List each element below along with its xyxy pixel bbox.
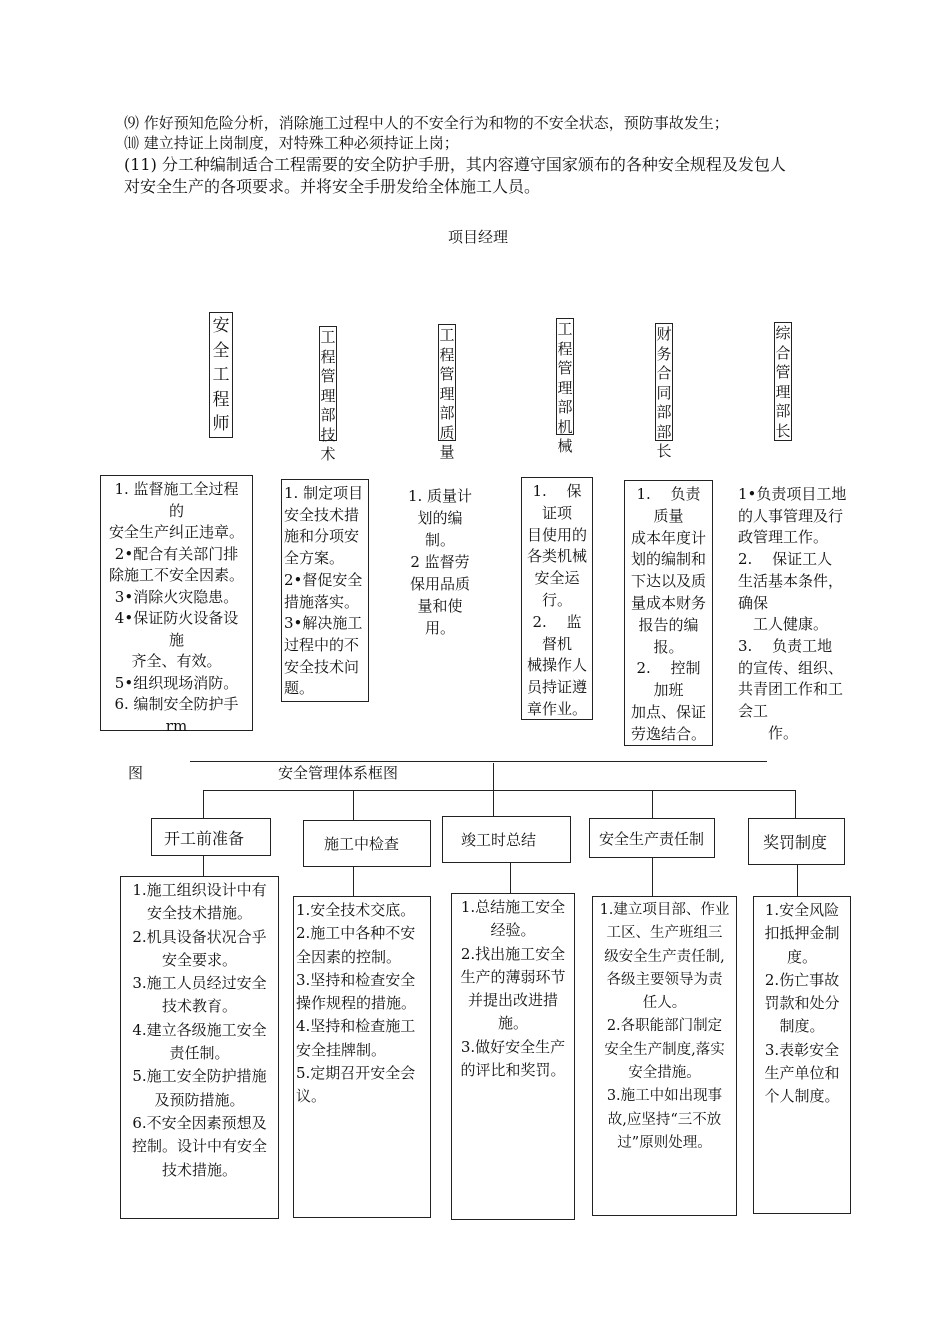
role-char: 管 (557, 359, 573, 377)
role-char: 量 (439, 443, 455, 461)
box-line: 工人健康。 (738, 615, 829, 634)
box-line: 6.不安全因素预想及 (132, 1113, 267, 1132)
box-line: 级安全生产责任制, (604, 948, 725, 965)
role-box-engineering-tech (319, 326, 337, 463)
box-line: 政管理工作。 (738, 528, 829, 547)
box-line: 安全运 (534, 569, 580, 588)
box-line: 1.施工组织设计中有 (132, 881, 267, 899)
box-line: 齐全、有效。 (131, 652, 222, 670)
box-line: 督机 (541, 634, 572, 653)
box-line: 责任制。 (169, 1044, 230, 1063)
role-char: 程 (439, 345, 455, 364)
box-line: 用。 (424, 619, 455, 637)
box-line: 保用品质 (409, 575, 470, 593)
box-line: 个人制度。 (764, 1087, 840, 1106)
connector-drop-3 (493, 790, 494, 816)
box-line: 目使用的 (526, 525, 587, 544)
role-char: 安 (212, 316, 230, 336)
box-line: 题。 (284, 679, 315, 698)
box-line: 2.找出施工安全 (460, 944, 566, 963)
detail-safety-responsibility (592, 896, 737, 1216)
box-line: 安全技术问 (284, 657, 360, 676)
role-char: 工 (439, 326, 455, 344)
role-char: 管 (439, 365, 455, 383)
role-char: 部 (656, 403, 672, 421)
header-completion-summary: 竣工时总结 (442, 816, 571, 863)
box-line: 量成本财务 (630, 593, 706, 612)
box-line: 3. 负责工地 (738, 636, 833, 655)
box-line: 2•督促安全 (284, 570, 363, 589)
box-line: 1•负责项目工地 (738, 485, 847, 503)
intro-line-2: ⑽ 建立持证上岗制度，对特殊工种必须持证上岗； (124, 134, 459, 152)
box-line: 划的编制和 (630, 550, 706, 569)
role-char: 长 (656, 442, 672, 460)
box-line: 1. 负责 (636, 485, 701, 503)
intro-line-4: 对安全生产的各项要求。并将安全手册发给全体施工人员。 (124, 177, 541, 196)
box-line: 罚款和处分 (764, 994, 840, 1013)
header-safety-responsibility: 安全生产责任制 (589, 818, 715, 858)
box-line: 3.施工人员经过安全 (132, 974, 267, 993)
role-char: 合 (775, 343, 791, 362)
role-box-general-admin (774, 322, 792, 441)
box-line: 施和分项安 (284, 527, 360, 546)
box-line: 的评比和奖罚。 (460, 1061, 566, 1080)
box-line: 及预防措施。 (154, 1090, 245, 1109)
role-char: 全 (212, 340, 230, 361)
connector-drop-1 (203, 790, 204, 818)
duty-box-engineering-machinery (521, 477, 593, 720)
box-line: 2.施工中各种不安 (296, 924, 416, 943)
role-char: 部 (775, 402, 791, 420)
box-line: 操作规程的措施。 (296, 994, 417, 1013)
role-char: 术 (320, 445, 336, 463)
role-char: 理 (320, 386, 336, 405)
role-char: 理 (439, 384, 455, 403)
role-char: 理 (557, 378, 573, 397)
box-line: 4•保证防火设备设 (114, 609, 239, 627)
role-char: 管 (320, 367, 336, 385)
duty-box-finance-contract (624, 480, 713, 746)
role-char: 程 (212, 389, 230, 410)
role-char: 理 (775, 382, 791, 401)
role-char: 工 (557, 320, 573, 338)
box-line: 下达以及质 (630, 572, 706, 591)
box-line: 生产单位和 (764, 1064, 840, 1083)
box-line: 劳逸结合。 (630, 724, 706, 743)
box-line: 成本年度计 (630, 528, 706, 547)
detail-construction-inspection (293, 896, 431, 1218)
box-line: 工区、生产班组三 (606, 925, 723, 942)
box-line: 2.伤亡事故 (764, 970, 840, 989)
role-char: 部 (320, 406, 336, 424)
role-char: 技 (320, 425, 336, 444)
box-line: 的人事管理及行 (738, 506, 844, 525)
role-char: 师 (212, 414, 230, 434)
box-line: 议。 (296, 1087, 327, 1106)
role-char: 程 (557, 339, 573, 358)
box-line: 1. 质量计 (407, 487, 473, 505)
box-line: 1. 制定项目 (284, 484, 364, 502)
box-line: 确保 (738, 593, 769, 612)
role-char: 长 (775, 421, 791, 440)
box-line: 技术措施。 (161, 1160, 237, 1179)
role-char: 部 (557, 398, 573, 416)
org-top-label: 项目经理 (448, 228, 509, 246)
box-line: 共青团工作和工 (738, 680, 844, 699)
role-char: 务 (656, 344, 672, 363)
box-line: 加班 (653, 681, 684, 700)
box-line: 安全挂牌制。 (296, 1040, 387, 1059)
box-line: 除施工不安全因素。 (108, 566, 244, 584)
box-line: 量和使 (417, 597, 463, 615)
box-line: 质量 (653, 506, 684, 525)
box-line: 并提出改进措 (467, 991, 558, 1010)
header-reward-penalty: 奖罚制度 (748, 818, 845, 865)
figure-label: 图 (128, 764, 144, 782)
box-line: 扣抵押金制 (764, 924, 840, 943)
duty-box-engineering-quality (398, 481, 482, 641)
box-line: 过”原则处理。 (617, 1134, 712, 1151)
box-line: 1. 监督施工全过程 (114, 480, 239, 498)
connector-col-4 (652, 858, 653, 897)
box-line: 划的编 (417, 509, 463, 527)
box-line: 制度。 (779, 1017, 825, 1036)
box-line: 安全生产纠正违章。 (108, 523, 244, 541)
connector-col-3 (510, 863, 511, 894)
box-line: 会工 (738, 702, 769, 721)
box-line: 安全生产制度,落实 (604, 1041, 725, 1058)
box-line: 证项 (541, 503, 572, 522)
box-line: 1.安全技术交底。 (296, 901, 416, 919)
detail-completion-summary (451, 893, 575, 1220)
connector-col-2 (353, 867, 354, 897)
box-line: 加点、保证 (630, 702, 706, 721)
role-char: 同 (656, 383, 672, 402)
box-line: 3•消除火灾隐患。 (114, 587, 239, 606)
box-line: 2.机具设备状况合乎 (132, 927, 267, 946)
header-construction-inspection: 施工中检查 (303, 820, 431, 867)
role-char: 械 (557, 437, 573, 455)
box-line: 报。 (653, 637, 684, 656)
box-line: 械操作人 (526, 656, 587, 675)
box-line: rm (165, 716, 188, 735)
box-line: 4.建立各级施工安全 (132, 1020, 267, 1039)
intro-line-3: (11) 分工种编制适合工程需要的安全防护手册，其内容遵守国家颁布的各种安全规程及发包人 (124, 155, 786, 174)
role-char: 程 (320, 347, 336, 366)
box-line: 1.建立项目部、作业 (599, 902, 730, 918)
box-line: 全因素的控制。 (296, 947, 402, 966)
detail-reward-penalty (753, 896, 851, 1214)
box-line: 作。 (738, 723, 799, 742)
box-line: 各类机械 (526, 547, 587, 566)
box-line: 章作业。 (526, 699, 587, 718)
box-line: 2.各职能部门制定 (606, 1018, 723, 1035)
title-rule (190, 761, 767, 762)
box-line: 技术教育。 (161, 997, 237, 1016)
box-line: 安全措施。 (628, 1065, 701, 1082)
box-line: 3.表彰安全 (764, 1040, 840, 1059)
connector-drop-4 (652, 790, 653, 818)
box-line: 安全技术措施。 (146, 904, 252, 923)
box-line: 度。 (786, 947, 817, 966)
box-line: 制。 (424, 531, 455, 549)
role-char: 部 (439, 404, 455, 422)
box-line: 全方案。 (284, 549, 345, 568)
box-line: 生产的薄弱环节 (460, 967, 566, 986)
header-pre-construction: 开工前准备 (151, 818, 271, 856)
connector-trunk (493, 763, 494, 790)
role-char: 部 (656, 422, 672, 441)
box-line: 行。 (541, 590, 572, 609)
duty-box-engineering-tech (281, 479, 369, 702)
box-line: 1.总结施工安全 (460, 898, 566, 916)
role-char: 综 (775, 324, 791, 342)
box-line: 2. 控制 (636, 659, 701, 678)
box-line: 5.定期召开安全会 (296, 1064, 416, 1083)
box-line: 任人。 (642, 995, 687, 1012)
box-line: 4.坚持和检查施工 (296, 1017, 416, 1036)
box-line: 的 (168, 501, 184, 520)
connector-drop-2 (353, 790, 354, 820)
box-line: 控制。设计中有安全 (131, 1137, 267, 1156)
box-line: 经验。 (490, 921, 536, 940)
role-char: 工 (212, 365, 230, 385)
role-char: 管 (775, 363, 791, 381)
box-line: 安全要求。 (161, 950, 237, 969)
box-line: 2. 监 (532, 612, 582, 631)
duty-box-general-admin (738, 481, 870, 746)
box-line: 1.安全风险 (764, 901, 840, 919)
box-line: 措施落实。 (284, 592, 360, 611)
box-line: 3.施工中如出现事 (606, 1088, 723, 1105)
role-char: 财 (656, 325, 672, 343)
role-box-engineering-quality (438, 324, 456, 461)
box-line: 报告的编 (638, 615, 699, 634)
detail-pre-construction (120, 876, 279, 1219)
box-line: 2. 保证工人 (738, 550, 833, 569)
role-box-engineering-machinery (556, 318, 574, 455)
connector-col-1 (203, 856, 204, 877)
box-line: 3•解决施工 (284, 614, 363, 633)
box-line: 3.做好安全生产 (460, 1037, 566, 1056)
box-line: 5•组织现场消防。 (114, 673, 239, 692)
role-char: 工 (320, 328, 336, 346)
role-char: 合 (656, 364, 672, 382)
connector-drop-5 (795, 790, 796, 818)
box-line: 施。 (497, 1014, 528, 1033)
connector-bus (203, 790, 795, 791)
box-line: 安全技术措 (284, 505, 360, 524)
duty-box-safety-engineer (100, 475, 253, 735)
box-line: 故,应坚持“三不放 (607, 1111, 722, 1128)
box-line: 2•配合有关部门排 (114, 544, 239, 563)
box-line: 6. 编制安全防护手 (114, 695, 239, 713)
role-box-safety-engineer (209, 312, 233, 438)
system-title: 安全管理体系框图 (278, 764, 399, 782)
box-line: 的宣传、组织、 (738, 658, 844, 677)
box-line: 生活基本条件， (738, 571, 844, 590)
box-line: 1. 保 (532, 482, 582, 500)
role-box-finance-contract (655, 323, 673, 460)
box-line: 3.坚持和检查安全 (296, 970, 416, 989)
box-line: 员持证遵 (526, 678, 587, 697)
role-char: 质 (439, 423, 455, 442)
box-line: 施 (168, 630, 184, 649)
intro-line-1: ⑼ 作好预知危险分析，消除施工过程中人的不安全行为和物的不安全状态，预防事故发生； (124, 114, 729, 132)
box-line: 各级主要领导为责 (606, 971, 723, 988)
box-line: 2 监督劳 (410, 553, 470, 571)
role-char: 机 (557, 417, 573, 436)
box-line: 5.施工安全防护措施 (132, 1067, 267, 1086)
box-line: 过程中的不 (284, 635, 360, 654)
connector-col-5 (797, 865, 798, 897)
